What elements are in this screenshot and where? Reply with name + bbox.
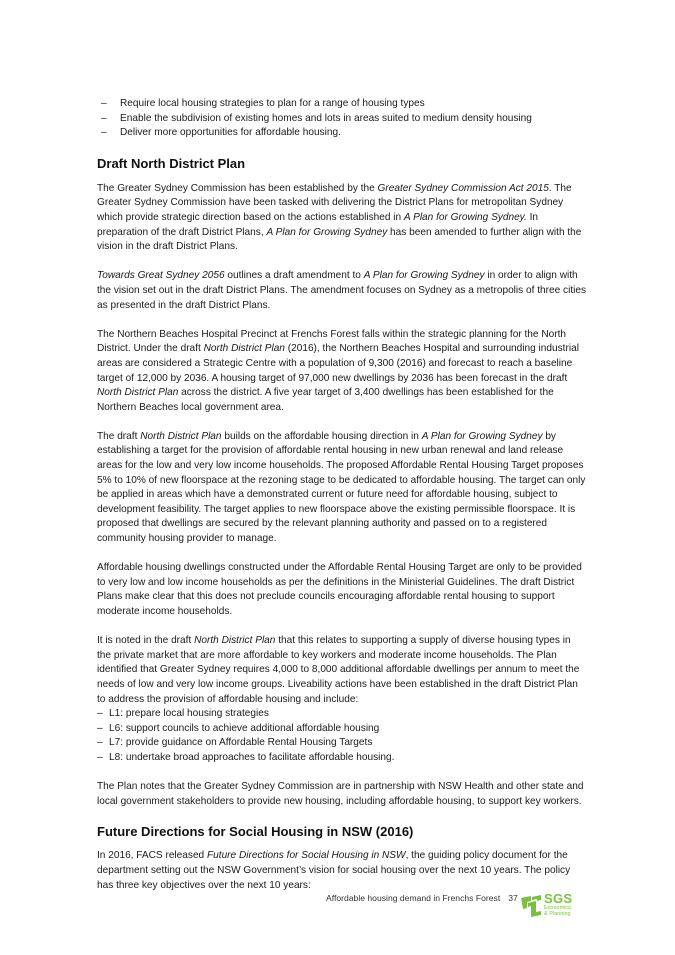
logo-subtitle: Economics & Planning <box>544 905 571 917</box>
list-item: – L8: undertake broad approaches to facilitate affordable housing. <box>97 751 395 763</box>
paragraph: The Greater Sydney Commission has been established by the Greater Sydney Commission Act 2015. The Greater Sydney Commission have been tasked with delivering the District Plans for metropolitan Sydney which provide strategic direction based on the actions established in A Plan for Growing Sydney. In preparation of the draft District Plans, A Plan for Growing Sydney has been amended to further align with the vision in the draft District Plans. <box>97 182 582 253</box>
list-item: – Require local housing strategies to plan for a range of housing types <box>101 98 425 109</box>
list-item: – L7: provide guidance on Affordable Rental Housing Targets <box>97 737 373 749</box>
list-item: – Enable the subdivision of existing homes and lots in areas suited to medium density housing <box>101 112 532 124</box>
page-number: 37 <box>508 893 518 903</box>
list-item: – Deliver more opportunities for affordable housing. <box>101 127 341 139</box>
paragraph: It is noted in the draft North District Plan that this relates to supporting a supply of diverse housing types in the private market that are more affordable to key workers and moderate income households. The Plan identified that Greater Sydney requires 4,000 to 8,000 additional affordable dwellings per annum to meet the needs of low and very low income groups. Liveability actions have been established in the draft District Plan to address the provision of affordable housing and include: <box>97 635 580 705</box>
intro-bullet-list <box>97 97 587 141</box>
sgs-logo <box>519 891 589 921</box>
document-page <box>97 97 587 893</box>
paragraph: Towards Great Sydney 2056 outlines a draft amendment to A Plan for Growing Sydney in order to align with the vision set out in the draft District Plans. The amendment focuses on Sydney as a metropolis of three cities as presented in the draft District Plans. <box>97 270 587 311</box>
sgs-logo-icon <box>519 894 543 918</box>
paragraph: In 2016, FACS released Future Directions for Social Housing in NSW, the guiding policy document for the department setting out the NSW Government’s vision for social housing over the next 10 years. The policy has three key objectives over the next 10 years: <box>97 850 571 891</box>
list-item: – L6: support councils to achieve additional affordable housing <box>97 722 380 734</box>
section-heading-future-directions: Future Directions for Social Housing in NSW (2016) <box>97 824 414 840</box>
logo-wordmark: SGS <box>544 891 573 906</box>
paragraph: The Northern Beaches Hospital Precinct at Frenchs Forest falls within the strategic planning for the North District. Under the draft North District Plan (2016), the Northern Beaches Hospital and surrounding industrial areas are considered a Strategic Centre with a population of 9,300 (2016) and forecast to reach a baseline target of 12,000 by 2036. A housing target of 97,000 new dwellings by 2036 has been forecast in the draft North District Plan across the district. A five year target of 3,400 dwellings has been established for the Northern Beaches local government area. <box>97 328 579 413</box>
paragraph: Affordable housing dwellings constructed under the Affordable Rental Housing Target are only to be provided to very low and low income households as per the definitions in the Ministerial Guidelines. The draft District Plans make clear that this does not preclude councils encouraging affordable rental housing to support moderate income households. <box>97 562 582 617</box>
paragraph: The Plan notes that the Greater Sydney Commission are in partnership with NSW Health and other state and local government stakeholders to provide new housing, including affordable housing, to support key workers. <box>97 781 584 807</box>
liveability-actions-list <box>97 707 587 765</box>
paragraph: The draft North District Plan builds on the affordable housing direction in A Plan for Growing Sydney by establishing a target for the provision of affordable rental housing in new urban renewal and land release areas for the low and very low income households. The proposed Affordable Rental Housing Target proposes 5% to 10% of new floorspace at the rezoning stage to be dedicated to affordable housing. The target can only be applied in areas which have a demonstrated current or future need for affordable housing, subject to development feasibility. The target applies to new floorspace above the existing permissible floorspace. It is proposed that dwellings are secured by the relevant planning authority and passed on to a registered community housing provider to manage. <box>97 430 586 545</box>
footer-title: Affordable housing demand in Frenchs Forest <box>326 893 501 903</box>
section-heading-draft-north-district-plan: Draft North District Plan <box>97 155 246 171</box>
list-item: – L1: prepare local housing strategies <box>97 708 269 720</box>
page-footer <box>326 893 518 903</box>
